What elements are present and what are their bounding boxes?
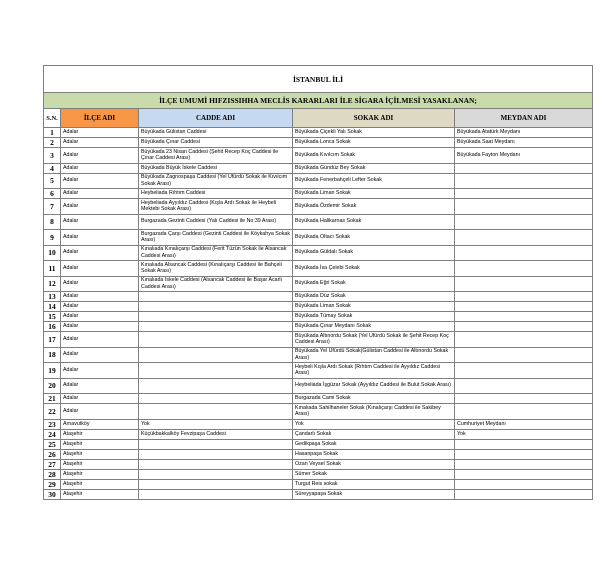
cell-sokak: Büyükada Tümay Sokak <box>293 312 455 322</box>
cell-meydan <box>455 173 593 189</box>
cell-ilce: Adalar <box>61 148 139 164</box>
cell-sokak: Hasanpaşa Sokak <box>293 449 455 459</box>
cell-cadde <box>139 489 293 499</box>
cell-meydan: Büyükada Fayton Meydanı <box>455 148 593 164</box>
cell-meydan <box>455 404 593 420</box>
cell-cadde <box>139 469 293 479</box>
cell-sokak: Büyükada Gündüz Bey Sokak <box>293 163 455 173</box>
cell-ilce: Adalar <box>61 214 139 230</box>
header-sn: S.N. <box>44 109 61 128</box>
cell-sn: 7 <box>44 199 61 215</box>
cell-cadde <box>139 459 293 469</box>
table-row <box>44 439 593 449</box>
cell-sn: 24 <box>44 429 61 439</box>
cell-ilce: Adalar <box>61 261 139 277</box>
cell-sn: 22 <box>44 404 61 420</box>
cell-sokak: Büyükada Liman Sokak <box>293 302 455 312</box>
cell-sokak: Kınalıada Sahilhaneler Sokak (Kınalıçarşı Caddesi ile Sakibey Arası) <box>293 404 455 420</box>
cell-sokak: Büyükada Altınordu Sokak (Yel Ufürdü Sokak ile Şehit Recep Koç Caddesi Arası) <box>293 332 455 348</box>
cell-ilce: Adalar <box>61 245 139 261</box>
cell-ilce: Ataşehir <box>61 429 139 439</box>
cell-sn: 3 <box>44 148 61 164</box>
cell-sn: 10 <box>44 245 61 261</box>
cell-ilce: Adalar <box>61 189 139 199</box>
cell-sn: 16 <box>44 322 61 332</box>
cell-meydan <box>455 214 593 230</box>
cell-sn: 12 <box>44 276 61 292</box>
cell-sokak: Büyükada Fenerbahçeli Lefter Sokak <box>293 173 455 189</box>
cell-sokak: Büyükada Özdemir Sokak <box>293 199 455 215</box>
cell-cadde <box>139 322 293 332</box>
cell-cadde <box>139 439 293 449</box>
table-row <box>44 261 593 277</box>
cell-ilce: Ataşehir <box>61 479 139 489</box>
cell-ilce: Adalar <box>61 292 139 302</box>
cell-sokak: Büyükada Lonca Sokak <box>293 138 455 148</box>
cell-ilce: Adalar <box>61 163 139 173</box>
spreadsheet <box>43 65 592 500</box>
cell-cadde: Heybeliada Ayyıldız Caddesi (Kışla Ardı Sokak ile Heybeli Mektebi Sokak Arası) <box>139 199 293 215</box>
cell-cadde: Büyükada 23 Nisan Caddesi (Şehit Recep Koç Caddesi ile Çınar Caddesi Arası) <box>139 148 293 164</box>
cell-sokak: Büyükada Düz Sokak <box>293 292 455 302</box>
cell-meydan <box>455 347 593 363</box>
cell-sokak: Büyükada Liman Sokak <box>293 189 455 199</box>
cell-ilce: Adalar <box>61 312 139 322</box>
cell-meydan <box>455 459 593 469</box>
cell-meydan: Büyükada Saat Meydanı <box>455 138 593 148</box>
cell-cadde: Burgazada Gezinti Caddesi (Yalı Caddesi ile No:39 Arası) <box>139 214 293 230</box>
cell-meydan <box>455 378 593 394</box>
cell-sn: 17 <box>44 332 61 348</box>
cell-sokak: Büyükada Yel Ufürdü Sokak(Gülistan Caddesi ile Altınordu Sokak Arası) <box>293 347 455 363</box>
cell-ilce: Adalar <box>61 347 139 363</box>
cell-meydan: Yok <box>455 429 593 439</box>
cell-ilce: Adalar <box>61 276 139 292</box>
cell-sn: 1 <box>44 128 61 138</box>
cell-sokak: Süreyyapaşa Sokak <box>293 489 455 499</box>
header-sokak: SOKAK ADI <box>293 109 455 128</box>
cell-meydan <box>455 163 593 173</box>
cell-sokak: Büyükada Çınar Meydanı Sokak <box>293 322 455 332</box>
cell-cadde <box>139 404 293 420</box>
cell-cadde <box>139 302 293 312</box>
table-row <box>44 459 593 469</box>
cell-ilce: Adalar <box>61 302 139 312</box>
table-row <box>44 429 593 439</box>
cell-sokak: Büyükada Çiçekli Yalı Sokak <box>293 128 455 138</box>
table-row <box>44 128 593 138</box>
cell-cadde: Büyükada Zagnospaşa Caddesi (Yel Ufürdü Sokak ile Kıvılcım Sokak Arası) <box>139 173 293 189</box>
table-row <box>44 394 593 404</box>
cell-cadde: Yok <box>139 419 293 429</box>
cell-sn: 19 <box>44 363 61 379</box>
cell-sn: 27 <box>44 459 61 469</box>
cell-cadde <box>139 449 293 459</box>
cell-sn: 15 <box>44 312 61 322</box>
cell-sokak: Büyükada Oltacı Sokak <box>293 230 455 246</box>
cell-ilce: Adalar <box>61 394 139 404</box>
cell-meydan <box>455 245 593 261</box>
cell-cadde: Kınalıada İskele Caddesi (Alsancak Caddesi ile Başar Acarlı Caddesi Arası) <box>139 276 293 292</box>
sheet-subtitle: İLÇE UMUMİ HIFZISSIHHA MECLİS KARARLARI İLE SİGARA İÇİLMESİ YASAKLANAN; <box>44 93 593 109</box>
cell-sokak: Yok <box>293 419 455 429</box>
cell-sn: 9 <box>44 230 61 246</box>
cell-meydan <box>455 292 593 302</box>
cell-sokak: Burgazada Cami Sokak <box>293 394 455 404</box>
table-row <box>44 312 593 322</box>
cell-cadde: Heybeliada Rıhtım Caddesi <box>139 189 293 199</box>
table-row <box>44 163 593 173</box>
cell-ilce: Ataşehir <box>61 439 139 449</box>
cell-meydan <box>455 230 593 246</box>
cell-ilce: Adalar <box>61 173 139 189</box>
cell-cadde: Küçükbakkalköy Fevzipaşa Caddesi <box>139 429 293 439</box>
table-row <box>44 276 593 292</box>
cell-cadde: Burgazada Çarşı Caddesi (Gezinti Caddesi ile Köykahya Sokak Arası) <box>139 230 293 246</box>
cell-ilce: Adalar <box>61 363 139 379</box>
table-row <box>44 378 593 394</box>
cell-cadde <box>139 332 293 348</box>
cell-meydan <box>455 489 593 499</box>
table-row <box>44 173 593 189</box>
cell-meydan <box>455 302 593 312</box>
cell-meydan <box>455 199 593 215</box>
table-row <box>44 332 593 348</box>
cell-cadde: Kınalıada Kınalıçarşı Caddesi (Ferit Tüzün Sokak ile Alsancak Caddesi Arası) <box>139 245 293 261</box>
table-row <box>44 148 593 164</box>
cell-sn: 26 <box>44 449 61 459</box>
cell-cadde <box>139 292 293 302</box>
header-cadde: CADDE ADI <box>139 109 293 128</box>
table-row <box>44 347 593 363</box>
cell-meydan <box>455 363 593 379</box>
table-row <box>44 419 593 429</box>
cell-ilce: Adalar <box>61 404 139 420</box>
cell-ilce: Adalar <box>61 230 139 246</box>
cell-cadde <box>139 394 293 404</box>
table-row <box>44 322 593 332</box>
cell-sn: 13 <box>44 292 61 302</box>
cell-sn: 29 <box>44 479 61 489</box>
table-row <box>44 230 593 246</box>
cell-sn: 28 <box>44 469 61 479</box>
cell-ilce: Adalar <box>61 322 139 332</box>
cell-sokak: Turgut Reis sokak <box>293 479 455 489</box>
table-row <box>44 449 593 459</box>
table-row <box>44 363 593 379</box>
cell-ilce: Adalar <box>61 138 139 148</box>
header-meydan: MEYDAN ADI <box>455 109 593 128</box>
cell-sokak: Sümer Sokak <box>293 469 455 479</box>
cell-sn: 8 <box>44 214 61 230</box>
cell-cadde <box>139 363 293 379</box>
cell-sokak: Büyükada Halikarnas Sokak <box>293 214 455 230</box>
sheet-title: İSTANBUL İLİ <box>44 66 593 93</box>
cell-ilce: Ataşehir <box>61 449 139 459</box>
table-row <box>44 189 593 199</box>
table-row <box>44 214 593 230</box>
cell-meydan <box>455 469 593 479</box>
cell-sn: 21 <box>44 394 61 404</box>
cell-meydan <box>455 322 593 332</box>
table-row <box>44 138 593 148</box>
table-row <box>44 489 593 499</box>
table-row <box>44 302 593 312</box>
cell-meydan <box>455 312 593 322</box>
cell-sn: 11 <box>44 261 61 277</box>
cell-sokak: Çandarlı Sokak <box>293 429 455 439</box>
cell-cadde <box>139 347 293 363</box>
cell-meydan <box>455 276 593 292</box>
cell-ilce: Ataşehir <box>61 489 139 499</box>
restriction-table <box>43 65 593 500</box>
cell-sn: 6 <box>44 189 61 199</box>
cell-sn: 30 <box>44 489 61 499</box>
cell-ilce: Adalar <box>61 332 139 348</box>
table-row <box>44 404 593 420</box>
cell-sn: 5 <box>44 173 61 189</box>
cell-cadde <box>139 312 293 322</box>
cell-cadde: Büyükada Gülistan Caddesi <box>139 128 293 138</box>
table-row <box>44 245 593 261</box>
cell-ilce: Adalar <box>61 378 139 394</box>
cell-cadde <box>139 378 293 394</box>
cell-sokak: Büyükada Kıvılcım Sokak <box>293 148 455 164</box>
cell-sokak: Ozan Veysel Sokak <box>293 459 455 469</box>
cell-sokak: Büyükada Güldalı Sokak <box>293 245 455 261</box>
cell-sn: 23 <box>44 419 61 429</box>
cell-sn: 20 <box>44 378 61 394</box>
cell-ilce: Adalar <box>61 199 139 215</box>
cell-meydan <box>455 479 593 489</box>
cell-ilce: Arnavutköy <box>61 419 139 429</box>
cell-sn: 2 <box>44 138 61 148</box>
cell-sn: 4 <box>44 163 61 173</box>
table-row <box>44 292 593 302</box>
cell-meydan <box>455 332 593 348</box>
cell-cadde: Kınalıada Alsancak Caddesi (Kınalıçarşı Caddesi ile Bahçeli Sokak Arası) <box>139 261 293 277</box>
header-ilce: İLÇE ADI <box>61 109 139 128</box>
cell-meydan <box>455 189 593 199</box>
table-row <box>44 479 593 489</box>
cell-meydan <box>455 261 593 277</box>
cell-ilce: Ataşehir <box>61 459 139 469</box>
cell-cadde: Büyükada Büyük İskele Caddesi <box>139 163 293 173</box>
cell-ilce: Ataşehir <box>61 469 139 479</box>
cell-meydan <box>455 449 593 459</box>
cell-cadde <box>139 479 293 489</box>
cell-sn: 18 <box>44 347 61 363</box>
cell-sn: 14 <box>44 302 61 312</box>
cell-sokak: Büyükada Eğri Sokak <box>293 276 455 292</box>
cell-sn: 25 <box>44 439 61 449</box>
table-row <box>44 469 593 479</box>
cell-sokak: Heybeli Kışla Ardı Sokak (Rıhtım Caddesi ile Ayyıldız Caddesi Arası) <box>293 363 455 379</box>
cell-meydan <box>455 439 593 449</box>
cell-sokak: Büyükada İsa Çelebi Sokak <box>293 261 455 277</box>
cell-cadde: Büyükada Çınar Caddesi <box>139 138 293 148</box>
cell-meydan: Cumhuriyet Meydanı <box>455 419 593 429</box>
cell-ilce: Adalar <box>61 128 139 138</box>
cell-sokak: Heybeliada İşgüzar Sokak (Ayyıldız Caddesi ile Bulut Sokak Arası) <box>293 378 455 394</box>
cell-meydan: Büyükada Atatürk Meydanı <box>455 128 593 138</box>
cell-meydan <box>455 394 593 404</box>
cell-sokak: Gedikpaşa Sokak <box>293 439 455 449</box>
table-row <box>44 199 593 215</box>
